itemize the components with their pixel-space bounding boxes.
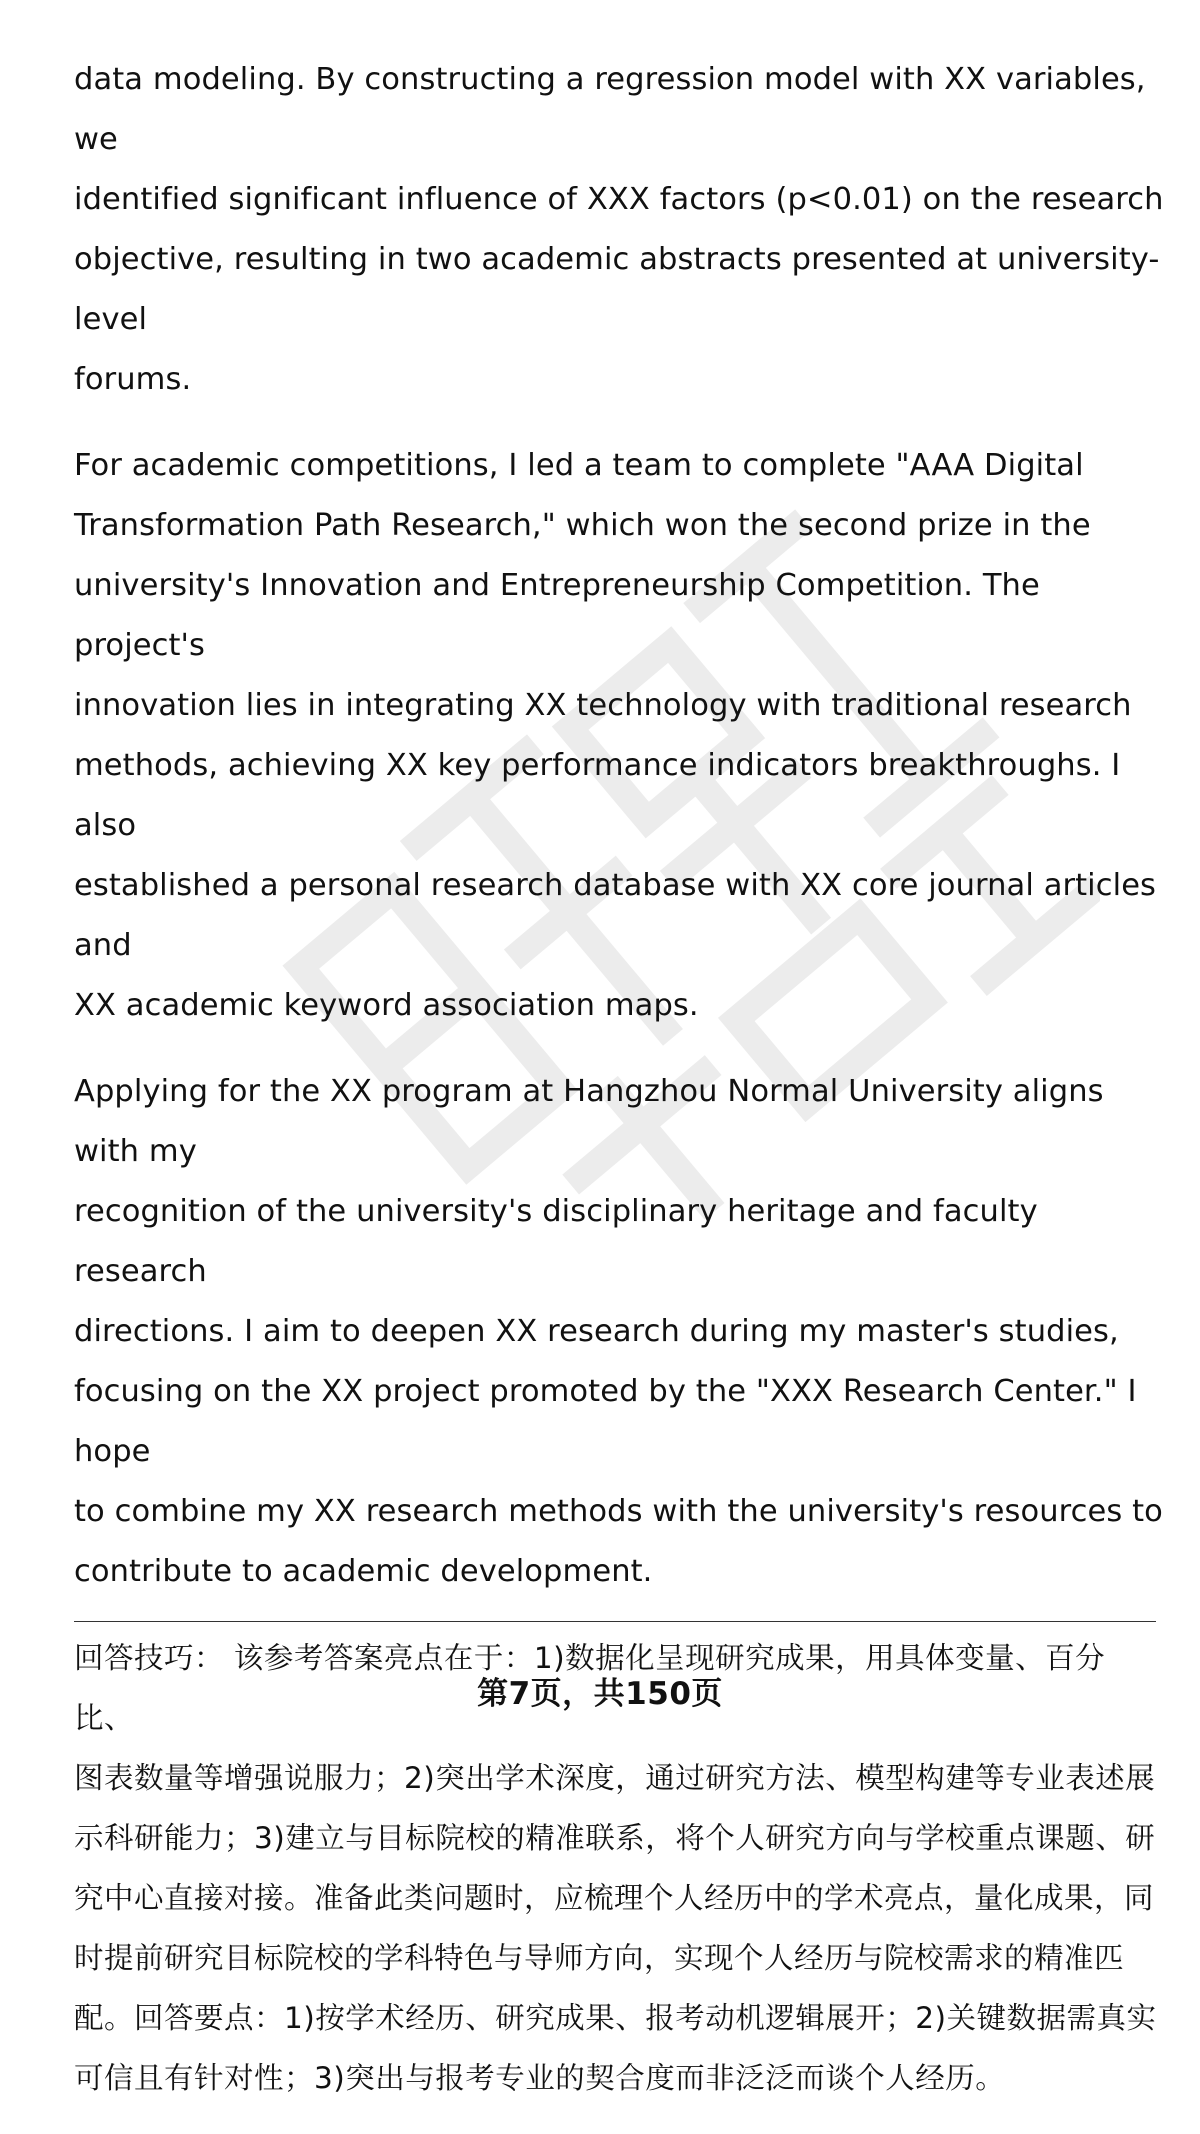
text-line: identified significant influence of XXX factors (p<0.01) on the research xyxy=(74,182,1164,217)
text-line: innovation lies in integrating XX technology with traditional research xyxy=(74,688,1132,723)
text-line: 究中心直接对接。准备此类问题时，应梳理个人经历中的学术亮点，量化成果，同 xyxy=(74,1881,1155,1915)
text-line: data modeling. By constructing a regression model with XX variables, we xyxy=(74,62,1146,157)
text-line: 可信且有针对性；3)突出与报考专业的契合度而非泛泛而谈个人经历。 xyxy=(74,2061,1006,2095)
text-line: XX academic keyword association maps. xyxy=(74,988,699,1023)
text-line: 时提前研究目标院校的学科特色与导师方向，实现个人经历与院校需求的精准匹 xyxy=(74,1941,1125,1975)
paragraph-application xyxy=(74,1062,1164,1602)
text-line: directions. I aim to deepen XX research during my master's studies, xyxy=(74,1314,1119,1349)
text-line: Applying for the XX program at Hangzhou Normal University aligns with my xyxy=(74,1074,1104,1169)
text-line: to combine my XX research methods with the university's resources to xyxy=(74,1494,1163,1529)
text-line: university's Innovation and Entrepreneurship Competition. The project's xyxy=(74,568,1040,663)
document-body xyxy=(74,50,1164,2134)
text-line: objective, resulting in two academic abstracts presented at university-level xyxy=(74,242,1160,337)
footer-divider xyxy=(74,1621,1156,1622)
paragraph-competitions xyxy=(74,436,1164,1036)
text-line: established a personal research database with XX core journal articles and xyxy=(74,868,1157,963)
text-line: For academic competitions, I led a team to complete "AAA Digital xyxy=(74,448,1084,483)
paragraph-methodology xyxy=(74,50,1164,410)
text-line: methods, achieving XX key performance indicators breakthroughs. I also xyxy=(74,748,1121,843)
page-number: 第7页，共150页 xyxy=(477,1676,723,1712)
text-line: recognition of the university's disciplinary heritage and faculty research xyxy=(74,1194,1038,1289)
text-line: 示科研能力；3)建立与目标院校的精准联系，将个人研究方向与学校重点课题、研 xyxy=(74,1821,1156,1855)
text-line: focusing on the XX project promoted by the "XXX Research Center." I hope xyxy=(74,1374,1137,1469)
text-line: 配。回答要点：1)按学术经历、研究成果、报考动机逻辑展开；2)关键数据需真实 xyxy=(74,2001,1157,2035)
text-line: contribute to academic development. xyxy=(74,1554,653,1589)
text-line: 回答技巧： 该参考答案亮点在于：1)数据化呈现研究成果，用具体变量、百分比、 xyxy=(74,1641,1106,1735)
text-line: forums. xyxy=(74,362,192,397)
text-line: Transformation Path Research," which won the second prize in the xyxy=(74,508,1091,543)
text-line: 图表数量等增强说服力；2)突出学术深度，通过研究方法、模型构建等专业表述展 xyxy=(74,1761,1156,1795)
